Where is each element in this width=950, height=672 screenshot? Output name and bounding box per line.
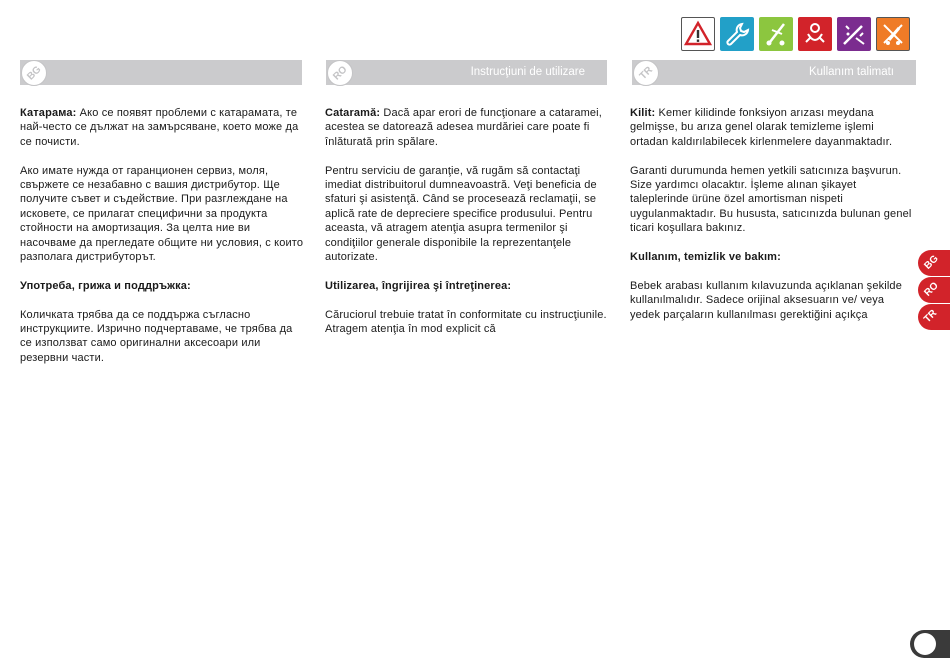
icon-strip xyxy=(681,17,910,51)
page-marker xyxy=(910,630,950,658)
cleaning-icon xyxy=(837,17,871,51)
page-dot xyxy=(914,633,936,655)
lang-badge-ro: RO xyxy=(322,55,359,92)
tr-column xyxy=(630,106,912,336)
bg-column xyxy=(20,106,304,380)
bg-header-bar xyxy=(20,60,302,85)
ro-column xyxy=(325,106,611,351)
wrench-icon xyxy=(720,17,754,51)
bg-paragraph-buckle: Катарама: Ако се появят проблеми с катарамата, те най-често се дължат на замърсяване, което може да се почисти. xyxy=(20,107,299,148)
tr-paragraph-care: Bebek arabası kullanım kılavuzunda açıklanan şekilde kullanılmalıdır. Sadece orijinal aksesuarın ve/ veya yedek parçaların kullanılması gerektiğini açıkça xyxy=(630,279,902,321)
language-side-tabs xyxy=(918,250,950,331)
tr-title: Kullanım talimatı xyxy=(808,66,894,78)
tr-heading-care: Kullanım, temizlik ve bakım: xyxy=(630,251,781,264)
ro-heading-care: Utilizarea, îngrijirea şi întreţinerea: xyxy=(325,279,512,292)
tr-paragraph-buckle: Kilit: Kemer kilidinde fonksiyon arızası meydana gelmişse, bu arıza genel olarak temizleme işlemi ortadan kaldırılabilecek kirlenmelere dayanmaktadır. xyxy=(630,107,893,148)
side-tab-bg[interactable]: BG xyxy=(918,250,950,276)
bg-paragraph-care: Количката трябва да се поддържа съгласно инструкциите. Изрично подчертаваме, че трябва да се използват само оригинални аксесоари или резервни части. xyxy=(20,308,293,364)
side-tab-tr[interactable]: TR xyxy=(918,304,950,330)
ro-title: Instrucţiuni de utilizare xyxy=(470,66,585,78)
lang-badge-bg: BG xyxy=(16,55,53,92)
bg-heading-care: Употреба, грижа и поддръжка: xyxy=(20,279,191,292)
tr-header-bar xyxy=(632,60,916,85)
ro-header-bar xyxy=(326,60,607,85)
baby-seat-icon xyxy=(798,17,832,51)
bg-paragraph-warranty: Ако имате нужда от гаранционен сервиз, моля, свържете се незабавно с вашия дистрибутор. Ще получите съвет и съдействие. При разглеждане на исковете, се прилагат специфични за продукта стойности на амортизация. За целта ние ви насочваме да прегледате общите ни условия, с които разполага дистрибуторът. xyxy=(20,164,304,264)
no-fold-icon xyxy=(876,17,910,51)
tr-paragraph-warranty: Garanti durumunda hemen yetkili satıcınıza başvurun. Size yardımcı olacaktır. İşleme alınan şikayet taleplerinde ürüne özel amortisman nispeti uygulanmaktadır. Bu hususta, satıcınızda bulunan genel ticari koşullara bakınız. xyxy=(630,164,912,235)
ro-paragraph-warranty: Pentru serviciu de garanţie, vă rugăm să contactaţi imediat distribuitorul dumneavoastră. Veţi beneficia de sfaturi şi asistenţă. Când se procesează reclamaţii, se aplică rate de depreciere specifice produsului. Pentru aceasta, vă atragem atenţia asupra termenilor şi condiţiilor generale disponibile la reprezentanţele autorizate. xyxy=(325,164,597,264)
warning-icon xyxy=(681,17,715,51)
ro-paragraph-buckle: Cataramă: Dacă apar erori de funcţionare a cataramei, acestea se datorează adesea murdăriei care poate fi înlăturată prin spălare. xyxy=(325,107,602,148)
ro-paragraph-care: Căruciorul trebuie tratat în conformitate cu instrucţiunile. Atragem atenţia în mod explicit că xyxy=(325,308,607,336)
lang-badge-tr: TR xyxy=(628,55,665,92)
side-tab-ro[interactable]: RO xyxy=(918,277,950,303)
stroller-icon xyxy=(759,17,793,51)
